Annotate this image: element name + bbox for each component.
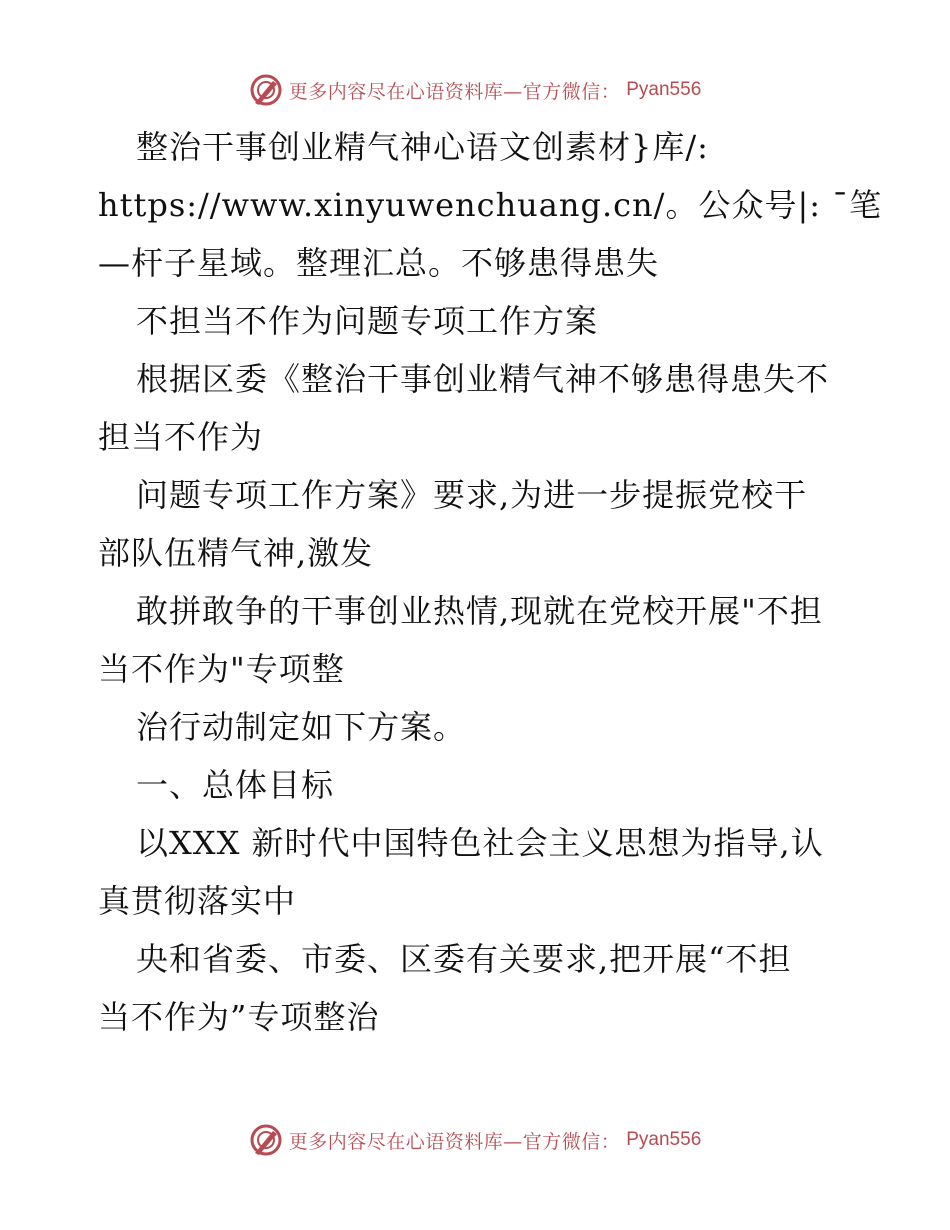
body-line: 以XXX 新时代中国特色社会主义思想为指导,认 (136, 824, 824, 862)
body-line: 治行动制定如下方案。 (136, 708, 467, 746)
body-line: 部队伍精气神,激发 (98, 534, 374, 572)
body-line: 真贯彻落实中 (98, 882, 297, 920)
footer-banner-text: 更多内容尽在心语资料库—官方微信： (288, 1130, 621, 1153)
body-line: 当不作为"专项整 (98, 650, 345, 688)
header-banner-text: 更多内容尽在心语资料库—官方微信： (288, 80, 621, 103)
body-line: —杆子星域。整理汇总。不够患得患失 (98, 244, 660, 282)
body-line: https://www.xinyuwenchuang.cn/。公众号|: ¯笔 (98, 186, 883, 224)
body-line: 敢拼敢争的干事创业热情,现就在党校开展"不担 (136, 592, 823, 630)
body-line: 当不作为”专项整治 (98, 998, 380, 1036)
body-line: 央和省委、市委、区委有关要求,把开展“不担 (136, 940, 792, 978)
body-line: 根据区委《整治干事创业精气神不够患得患失不 (136, 360, 830, 398)
header-banner (0, 70, 950, 110)
body-line: 担当不作为 (98, 418, 264, 456)
document-body (98, 118, 883, 1046)
header-banner-handle: Pyan556 (626, 79, 702, 100)
footer-banner-handle: Pyan556 (626, 1129, 702, 1150)
section-heading: 一、总体目标 (136, 766, 335, 804)
document-title: 不担当不作为问题专项工作方案 (136, 302, 599, 340)
footer-banner (0, 1120, 950, 1160)
body-line: 整治干事创业精气神心语文创素材}库/: (136, 128, 709, 166)
pen-logo-icon (249, 1123, 283, 1157)
pen-logo-icon (249, 73, 283, 107)
body-line: 问题专项工作方案》要求,为进一步提振党校干 (136, 476, 808, 514)
